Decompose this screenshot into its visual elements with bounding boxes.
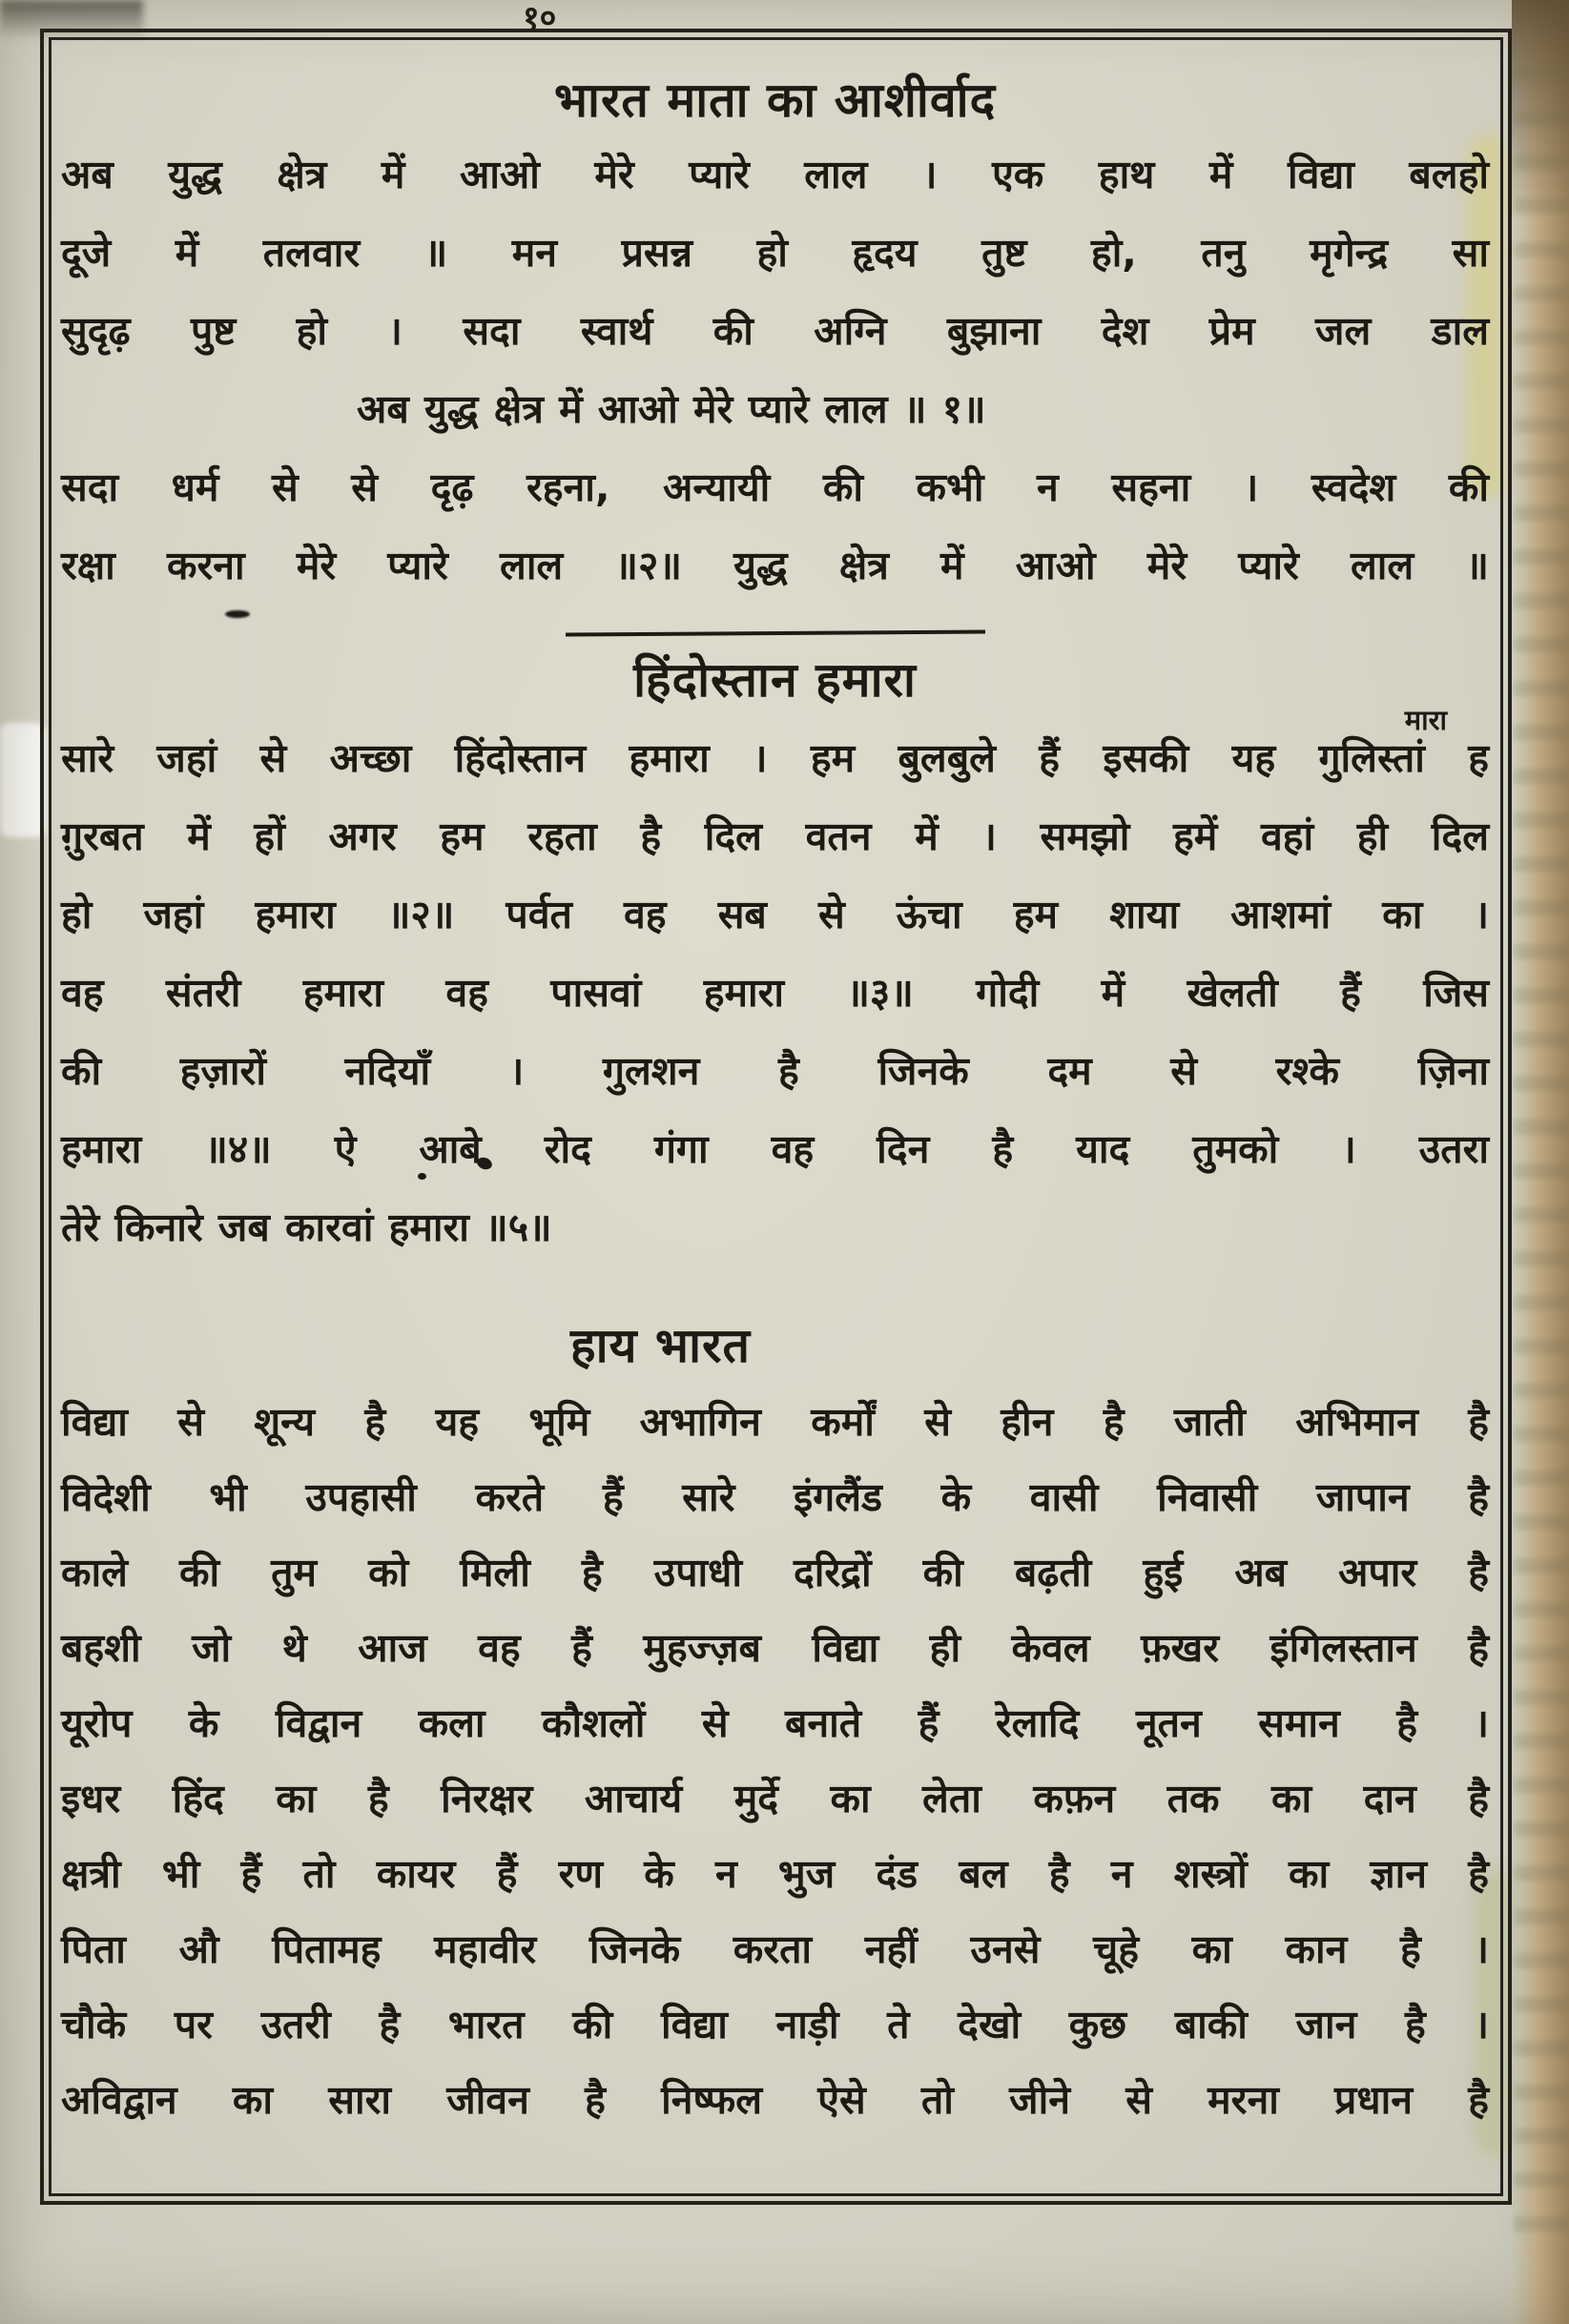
text-line: अब युद्ध क्षेत्र में आओ मेरे प्यारे लाल । एक हाथ में विद्या बलहो xyxy=(61,152,1489,197)
text-line: तेरे किनारे जब कारवां हमारा ॥५॥ xyxy=(61,1204,552,1250)
text-line: सदा धर्म से से दृढ़ रहना, अन्यायी की कभी न सहना । स्वदेश की xyxy=(61,464,1489,510)
section-title-bharat-mata-ka-ashirwad: भारत माता का आशीर्वाद xyxy=(553,72,997,128)
text-line-main: सारे जहां से अच्छा हिंदोस्तान हमारा । हम बुलबुले हैं इसकी यह गुलिस्तां ह xyxy=(61,735,1489,781)
text-line: सुदृढ़ पुष्ट हो । सदा स्वार्थ की अग्नि बुझाना देश प्रेम जल डाल xyxy=(61,308,1489,354)
section-hai-bharat-body xyxy=(61,1385,1489,2138)
text-line: विद्या से शून्य है यह भूमि अभागिन कर्मों से हीन है जाती अभिमान है xyxy=(61,1399,1489,1445)
section-divider xyxy=(565,629,984,636)
text-line: ग़ुरबत में हों अगर हम रहता है दिल वतन में । समझो हमें वहां ही दिल xyxy=(61,813,1489,859)
text-line: क्षत्री भी हैं तो कायर हैं रण के न भुज दंड बल है न शस्त्रों का ज्ञान है xyxy=(61,1851,1489,1897)
text-line: काले की तुम को मिली है उपाधी दरिद्रों की बढ़ती हुई अब अपार है xyxy=(61,1550,1489,1595)
section-title-hai-bharat: हाय भारत xyxy=(570,1318,751,1373)
section-title-hindostan-hamara: हिंदोस्तान हमारा xyxy=(633,652,917,708)
text-line: इधर हिंद का है निरक्षर आचार्य मुर्दे का लेता कफ़न तक का दान है xyxy=(61,1776,1489,1821)
text-line: यूरोप के विद्वान कला कौशलों से बनाते हैं रेलादि नूतन समान है । xyxy=(61,1700,1489,1746)
handwritten-correction: मारा xyxy=(1404,704,1447,736)
text-line: अब युद्ध क्षेत्र में आओ मेरे प्यारे लाल ॥ १॥ xyxy=(357,386,986,432)
ink-bleedthrough-strip xyxy=(1514,67,1569,2241)
text-line: दूजे में तलवार ॥ मन प्रसन्न हो हृदय तुष्ट हो, तनु मृगेन्द्र सा xyxy=(61,230,1489,276)
text-line: पिता औ पितामह महावीर जिनके करता नहीं उनसे चूहे का कान है । xyxy=(61,1926,1489,1972)
text-line: विदेशी भी उपहासी करते हैं सारे इंगलैंड के वासी निवासी जापान है xyxy=(61,1474,1489,1520)
page-number: १० xyxy=(523,0,557,37)
text-line: चौके पर उतरी है भारत की विद्या नाड़ी ते देखो कुछ बाकी जान है । xyxy=(61,2002,1489,2047)
text-line: अविद्वान का सारा जीवन है निष्फल ऐसे तो जीने से मरना प्रधान है xyxy=(61,2077,1489,2123)
page-content xyxy=(61,42,1489,2191)
text-line: रक्षा करना मेरे प्यारे लाल ॥२॥ युद्ध क्षेत्र में आओ मेरे प्यारे लाल ॥ xyxy=(61,543,1489,588)
text-line: हमारा ॥४॥ ऐ आबे रोद गंगा वह दिन है याद तुमको । उतरा xyxy=(61,1126,1489,1172)
scan-glare xyxy=(0,723,46,837)
text-line: की हज़ारों नदियाँ । गुलशन है जिनके दम से रश्के ज़िना xyxy=(61,1048,1489,1094)
text-line: बहशी जो थे आज वह हैं मुहज्ज़ब विद्या ही केवल फ़खर इंगिलस्तान है xyxy=(61,1625,1489,1671)
page-border-frame xyxy=(40,29,1512,2205)
text-line: हो जहां हमारा ॥२॥ पर्वत वह सब से ऊंचा हम शाया आशमां का । xyxy=(61,892,1489,937)
text-line: वह संतरी हमारा वह पासवां हमारा ॥३॥ गोदी में खेलती हैं जिस xyxy=(61,970,1489,1016)
text-line xyxy=(61,704,1489,797)
